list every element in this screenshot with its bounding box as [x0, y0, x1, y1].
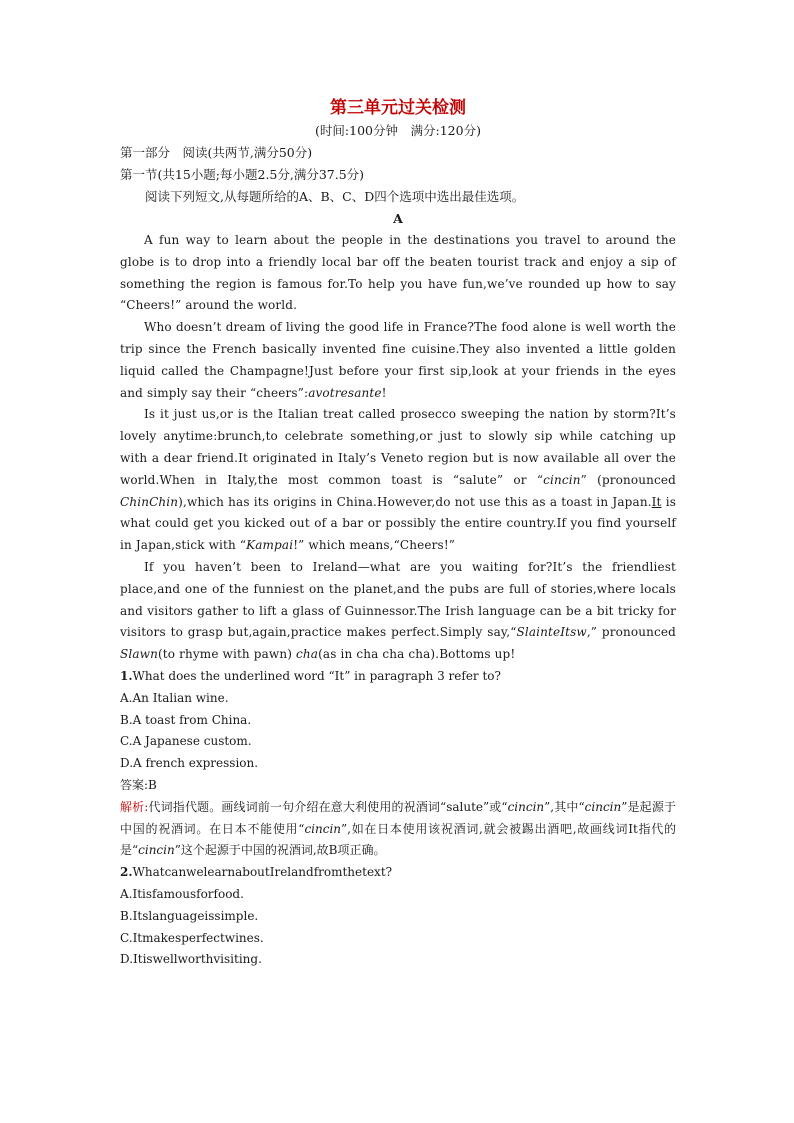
p4-text-c: (to rhyme with pawn): [157, 647, 297, 662]
exam-page: [120, 96, 676, 971]
question-1-option-c: C.A Japanese custom.: [120, 734, 252, 749]
question-2: [120, 862, 676, 884]
passage-label: A: [393, 211, 403, 226]
p3-text-e: !” which means,“Cheers!”: [293, 538, 456, 553]
p3-text-a: Is it just us,or is the Italian treat called prosecco sweeping the nation by storm?It’s lovely anytime:brunch,to celebrate something,or just to slowly sip while catching up with a dear friend.It originated in Italy’s Veneto region but is now available all over the world.When in Italy,the most common toast is “salute” or “: [120, 407, 676, 487]
question-1-analysis: [120, 797, 676, 862]
p4-text-a: If you haven’t been to Ireland—what are you waiting for?It’s the friendliest place,and one of the funniest on the planet,and the pubs are full of stories,where locals and visitors gather to lift a glass of Guinnessor.The Irish language can be a bit tricky for visitors to grasp but,again,practice makes perfect.Simply say,“: [120, 559, 676, 640]
analysis-text-b: ”,其中“: [544, 799, 585, 814]
analysis-text-a: 代词指代题。画线词前一句介绍在意大利使用的祝酒词“salute”或“: [148, 799, 508, 814]
section-heading: 第一节(共15小题;每小题2.5分,满分37.5分): [120, 167, 365, 182]
p3-cincin: cincin: [543, 472, 581, 487]
question-2-option-a: A.Itisfamousforfood.: [120, 886, 244, 901]
analysis-label: 解析:: [120, 799, 149, 814]
question-2-option-b: B.Itslanguageissimple.: [120, 908, 259, 923]
analysis-text-e: ”这个起源于中国的祝酒词,故B项正确。: [174, 843, 386, 858]
passage-paragraph-4: [120, 557, 676, 666]
p2-french-toast: avotresante: [308, 385, 382, 400]
analysis-cincin-2: cincin: [584, 799, 622, 814]
p4-cha: cha: [296, 647, 319, 662]
question-2-option-c: C.Itmakesperfectwines.: [120, 930, 264, 945]
passage-paragraph-1: A fun way to learn about the people in the destinations you travel to around the globe is to drop into a friendly local bar off the beaten tourist track and enjoy a sip of something the region is famous for.To help you have fun,we’ve rounded up how to say “Cheers!” around the world.: [120, 233, 676, 313]
analysis-cincin-4: cincin: [138, 843, 175, 858]
p3-text-d: is what could get you kicked out of a bar or possibly the entire country.If you find yourself in Japan,stick with “: [120, 494, 677, 553]
passage-paragraph-2: [120, 317, 676, 404]
question-1-option-a: A.An Italian wine.: [120, 690, 229, 705]
question-2-number: 2.: [120, 865, 133, 880]
analysis-text-c: ”是起源于中国的祝酒词。在日本不能使用“: [120, 799, 676, 836]
p4-slainte: SlainteItsw: [516, 625, 587, 640]
question-1-option-b: B.A toast from China.: [120, 712, 252, 727]
p3-underlined-it: It: [651, 494, 662, 509]
question-2-stem: WhatcanwelearnaboutIrelandfromthetext?: [132, 865, 393, 880]
exam-time-score: (时间:100分钟 满分:120分): [315, 123, 481, 138]
question-1-number: 1.: [120, 668, 133, 683]
instruction-text: 阅读下列短文,从每题所给的A、B、C、D四个选项中选出最佳选项。: [145, 189, 525, 204]
question-1-option-d: D.A french expression.: [120, 756, 259, 771]
question-1: [120, 666, 676, 688]
part-heading: 第一部分 阅读(共两节,满分50分): [120, 145, 313, 160]
p4-slawn: Slawn: [120, 647, 158, 662]
p2-end: !: [381, 385, 387, 400]
p4-text-b: ,” pronounced: [586, 625, 676, 640]
p3-chinchin: ChinChin: [120, 494, 179, 509]
p3-text-b: ” (pronounced: [580, 472, 676, 487]
analysis-cincin-1: cincin: [507, 799, 545, 814]
analysis-cincin-3: cincin: [304, 821, 342, 836]
p4-text-d: (as in cha cha cha).Bottoms up!: [318, 647, 516, 662]
passage-paragraph-3: [120, 404, 676, 557]
p3-kampai: Kampai: [246, 538, 294, 553]
question-1-stem: What does the underlined word “It” in paragraph 3 refer to?: [132, 668, 501, 683]
analysis-text-d: ”,如在日本使用该祝酒词,就会被踢出酒吧,故画线词It指代的是“: [120, 821, 676, 858]
question-1-answer: 答案:B: [120, 777, 157, 792]
p2-text: Who doesn’t dream of living the good life in France?The food alone is well worth the trip since the French basically invented fine cuisine.They also invented a little golden liquid called the Champagne!Just before your first sip,look at your friends in the eyes and simply say their “cheers”:: [120, 320, 676, 400]
question-2-option-d: D.Itiswellworthvisiting.: [120, 952, 262, 967]
p3-text-c: ),which has its origins in China.However,do not use this as a toast in Japan.: [178, 494, 652, 509]
page-title: 第三单元过关检测: [330, 98, 466, 118]
